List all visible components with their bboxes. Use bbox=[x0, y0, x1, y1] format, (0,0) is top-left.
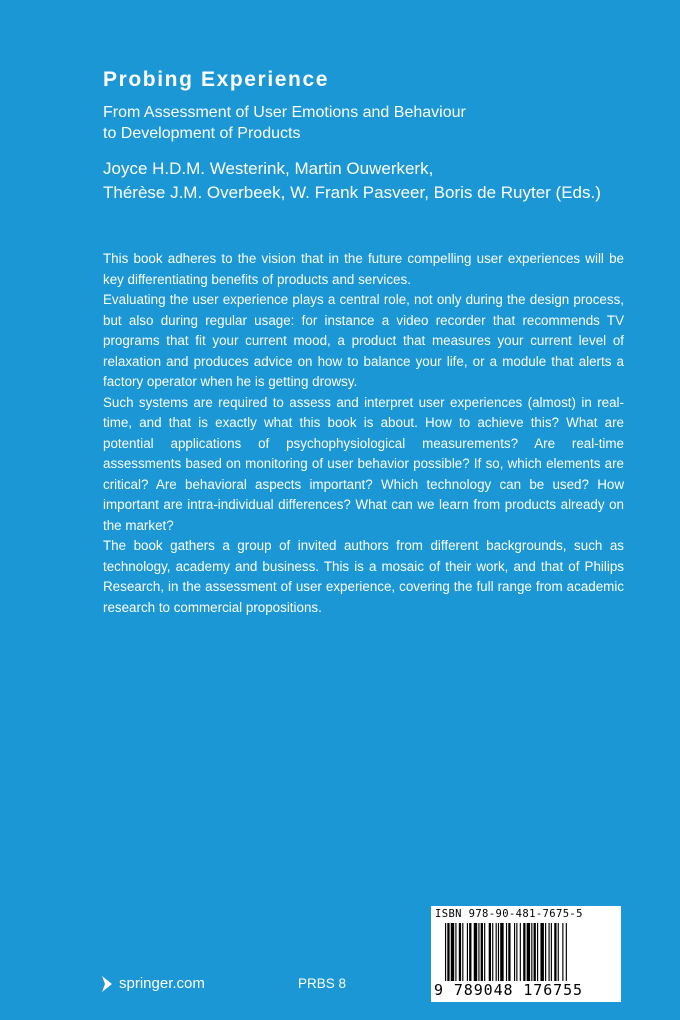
barcode-bar bbox=[447, 923, 449, 981]
barcode-bar bbox=[496, 923, 497, 981]
barcode-bar bbox=[508, 923, 510, 981]
barcode-bar bbox=[478, 923, 479, 981]
editors-line: Joyce H.D.M. Westerink, Martin Ouwerkerk, bbox=[103, 159, 434, 178]
subtitle-line: to Development of Products bbox=[103, 125, 301, 142]
barcode-bar bbox=[523, 923, 525, 981]
series-code: PRBS 8 bbox=[298, 976, 347, 991]
barcode-bar bbox=[562, 923, 563, 981]
subtitle-line: From Assessment of User Emotions and Behaviour bbox=[103, 104, 466, 121]
chevron-right-icon bbox=[101, 976, 113, 992]
barcode-bar bbox=[540, 923, 543, 981]
barcode-bar bbox=[514, 923, 515, 981]
barcode-bar bbox=[531, 923, 532, 981]
description-paragraph: The book gathers a group of invited authors from different backgrounds, such as technology, academy and business. This is a mosaic of their work, and that of Philips Research, in the assessment of user experience, covering the full range from academic research to commercial propositions. bbox=[103, 538, 624, 615]
barcode-bar bbox=[462, 923, 463, 981]
barcode-bar bbox=[554, 923, 556, 981]
publisher-link[interactable] bbox=[101, 975, 205, 992]
barcode-bar bbox=[459, 923, 461, 981]
book-description bbox=[103, 249, 624, 618]
barcode-bars bbox=[445, 923, 613, 981]
barcode-bar bbox=[481, 923, 483, 981]
barcode-bar bbox=[498, 923, 499, 981]
publisher-url: springer.com bbox=[119, 975, 205, 992]
barcode-bar bbox=[545, 923, 546, 981]
barcode-bar bbox=[451, 923, 454, 981]
barcode-bar bbox=[551, 923, 552, 981]
description-paragraph: Evaluating the user experience plays a central role, not only during the design process, but also during regular usage: for instance a video recorder that recommends TV programs that fit your current mood, a product that measures your current level of relaxation and produces advice on how to balance your life, or a module that alerts a factory operator when he is getting drowsy. bbox=[103, 292, 624, 389]
book-subtitle bbox=[103, 102, 623, 144]
barcode-bar bbox=[520, 923, 521, 981]
barcode-bar bbox=[527, 923, 530, 981]
barcode-bar bbox=[469, 923, 471, 981]
barcode-bar bbox=[549, 923, 550, 981]
barcode-bar bbox=[506, 923, 507, 981]
description-paragraph: Such systems are required to assess and interpret user experiences (almost) in real-time, and that is exactly what this book is about. How to achieve this? What are potential applications of psychophysiological measurements? Are real-time assessments based on monitoring of user behavior possible? If so, which elements are critical? Are behavioral aspects important? Which technology can be used? How important are intra-individual differences? What can we learn from products already on the market? bbox=[103, 394, 624, 533]
barcode-bar bbox=[534, 923, 536, 981]
barcode-bar bbox=[537, 923, 538, 981]
barcode-bar bbox=[566, 923, 567, 981]
barcode-bar bbox=[484, 923, 485, 981]
isbn-barcode bbox=[431, 906, 621, 1002]
barcode-bar bbox=[455, 923, 456, 981]
barcode-bar bbox=[492, 923, 493, 981]
barcode-bar bbox=[558, 923, 559, 981]
book-title: Probing Experience bbox=[103, 68, 330, 91]
barcode-bar bbox=[489, 923, 491, 981]
barcode-bar bbox=[516, 923, 517, 981]
barcode-bar bbox=[467, 923, 468, 981]
ean-digits: 9 789048 176755 bbox=[434, 981, 583, 999]
editors-list bbox=[103, 157, 663, 205]
description-paragraph: This book adheres to the vision that in the future compelling user experiences will be key differentiating benefits of products and services. bbox=[103, 251, 624, 287]
editors-line: Thérèse J.M. Overbeek, W. Frank Pasveer, Boris de Ruyter (Eds.) bbox=[103, 183, 601, 202]
barcode-bar bbox=[500, 923, 503, 981]
barcode-bar bbox=[445, 923, 446, 981]
barcode-bar bbox=[474, 923, 477, 981]
isbn-number: ISBN 978-90-481-7675-5 bbox=[435, 908, 583, 920]
